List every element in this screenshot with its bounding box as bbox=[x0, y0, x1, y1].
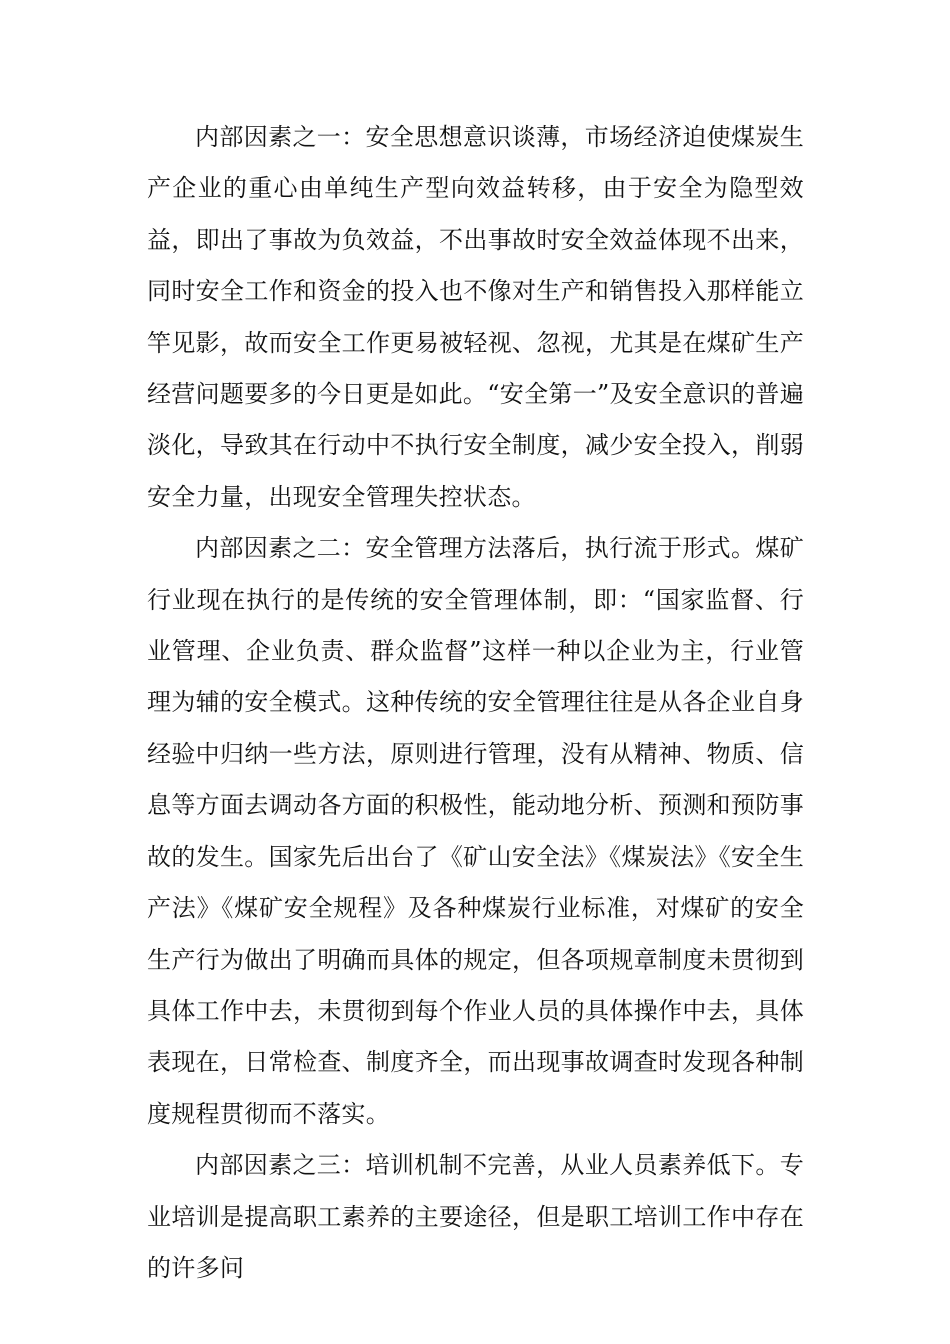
paragraph-internal-factor-3: 内部因素之三：培训机制不完善，从业人员素养低下。专业培训是提高职工素养的主要途径，但是职工培训工作中存在的许多问 bbox=[147, 1151, 804, 1282]
document-body bbox=[147, 112, 804, 1294]
paragraph-internal-factor-1: 内部因素之一：安全思想意识谈薄，市场经济迫使煤炭生产企业的重心由单纯生产型向效益转移，由于安全为隐型效益，即出了事故为负效益，不出事故时安全效益体现不出来，同时安全工作和资金的投入也不像对生产和销售投入那样能立竿见影，故而安全工作更易被轻视、忽视，尤其是在煤矿生产经营问题要多的今日更是如此。“安全第一”及安全意识的普遍淡化，导致其在行动中不执行安全制度，减少安全投入，削弱安全力量，出现安全管理失控状态。 bbox=[147, 123, 804, 511]
paragraph-internal-factor-2: 内部因素之二：安全管理方法落后，执行流于形式。煤矿行业现在执行的是传统的安全管理体制，即：“国家监督、行业管理、企业负责、群众监督”这样一种以企业为主，行业管理为辅的安全模式。这种传统的安全管理往往是从各企业自身经验中归纳一些方法，原则进行管理，没有从精神、物质、信息等方面去调动各方面的积极性，能动地分析、预测和预防事故的发生。国家先后出台了《矿山安全法》《煤炭法》《安全生产法》《煤矿安全规程》及各种煤炭行业标准，对煤矿的安全生产行为做出了明确而具体的规定，但各项规章制度未贯彻到具体工作中去，未贯彻到每个作业人员的具体操作中去，具体表现在，日常检查、制度齐全，而出现事故调查时发现各种制度规程贯彻而不落实。 bbox=[147, 534, 804, 1128]
